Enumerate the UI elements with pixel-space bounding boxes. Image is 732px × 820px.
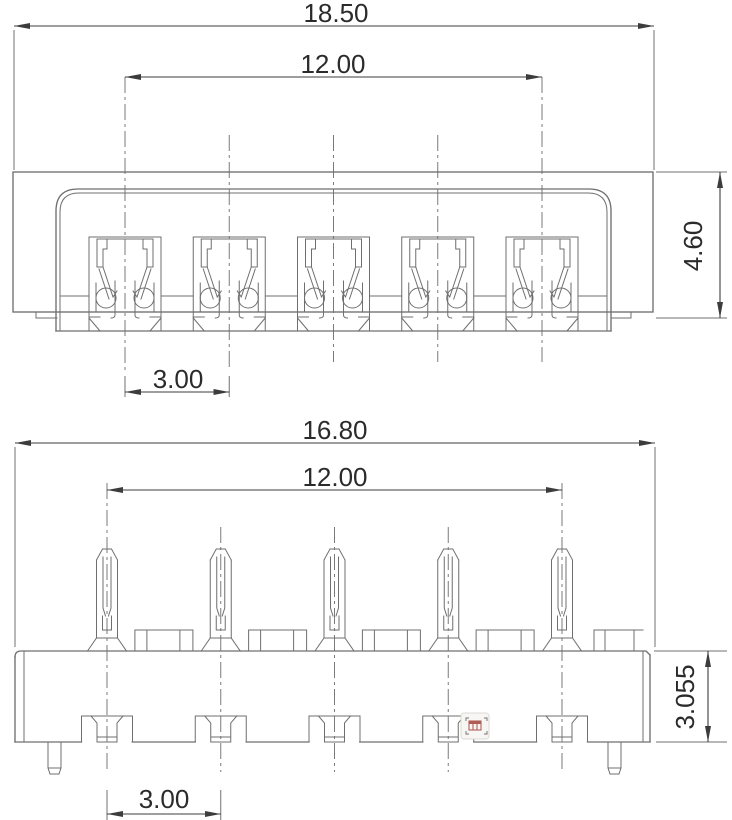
dim-front-contact-span xyxy=(125,49,542,79)
key-bump-1 xyxy=(135,630,193,651)
bottom-view-body xyxy=(15,630,650,742)
bottom-view-centerlines xyxy=(107,483,562,772)
dim-bottom-body-height xyxy=(654,651,727,742)
bottom-view xyxy=(15,415,727,820)
retention-leg-left xyxy=(48,742,61,774)
front-view xyxy=(13,0,727,397)
dim-label-front-pitch: 3.00 xyxy=(152,364,204,394)
front-view-centerlines xyxy=(125,77,542,370)
key-bump-2 xyxy=(249,630,307,651)
dim-label-bottom-pitch: 3.00 xyxy=(138,784,190,814)
dim-label-front-height: 4.60 xyxy=(678,220,708,272)
dim-label-front-overall-width: 18.50 xyxy=(303,0,369,28)
dim-front-height xyxy=(656,172,727,318)
dim-label-front-contact-span: 12.00 xyxy=(300,49,366,79)
dim-bottom-pin-span xyxy=(107,462,562,492)
dim-label-bottom-body-height: 3.055 xyxy=(670,664,700,730)
dim-bottom-pitch xyxy=(107,784,221,820)
dim-front-pitch xyxy=(125,364,229,397)
dim-label-bottom-overall-width: 16.80 xyxy=(302,415,368,445)
key-bump-3 xyxy=(362,630,420,651)
dim-label-bottom-pin-span: 12.00 xyxy=(302,462,368,492)
watermark-icon xyxy=(461,713,489,739)
retention-leg-right xyxy=(608,742,621,774)
key-bump-4 xyxy=(476,630,534,651)
